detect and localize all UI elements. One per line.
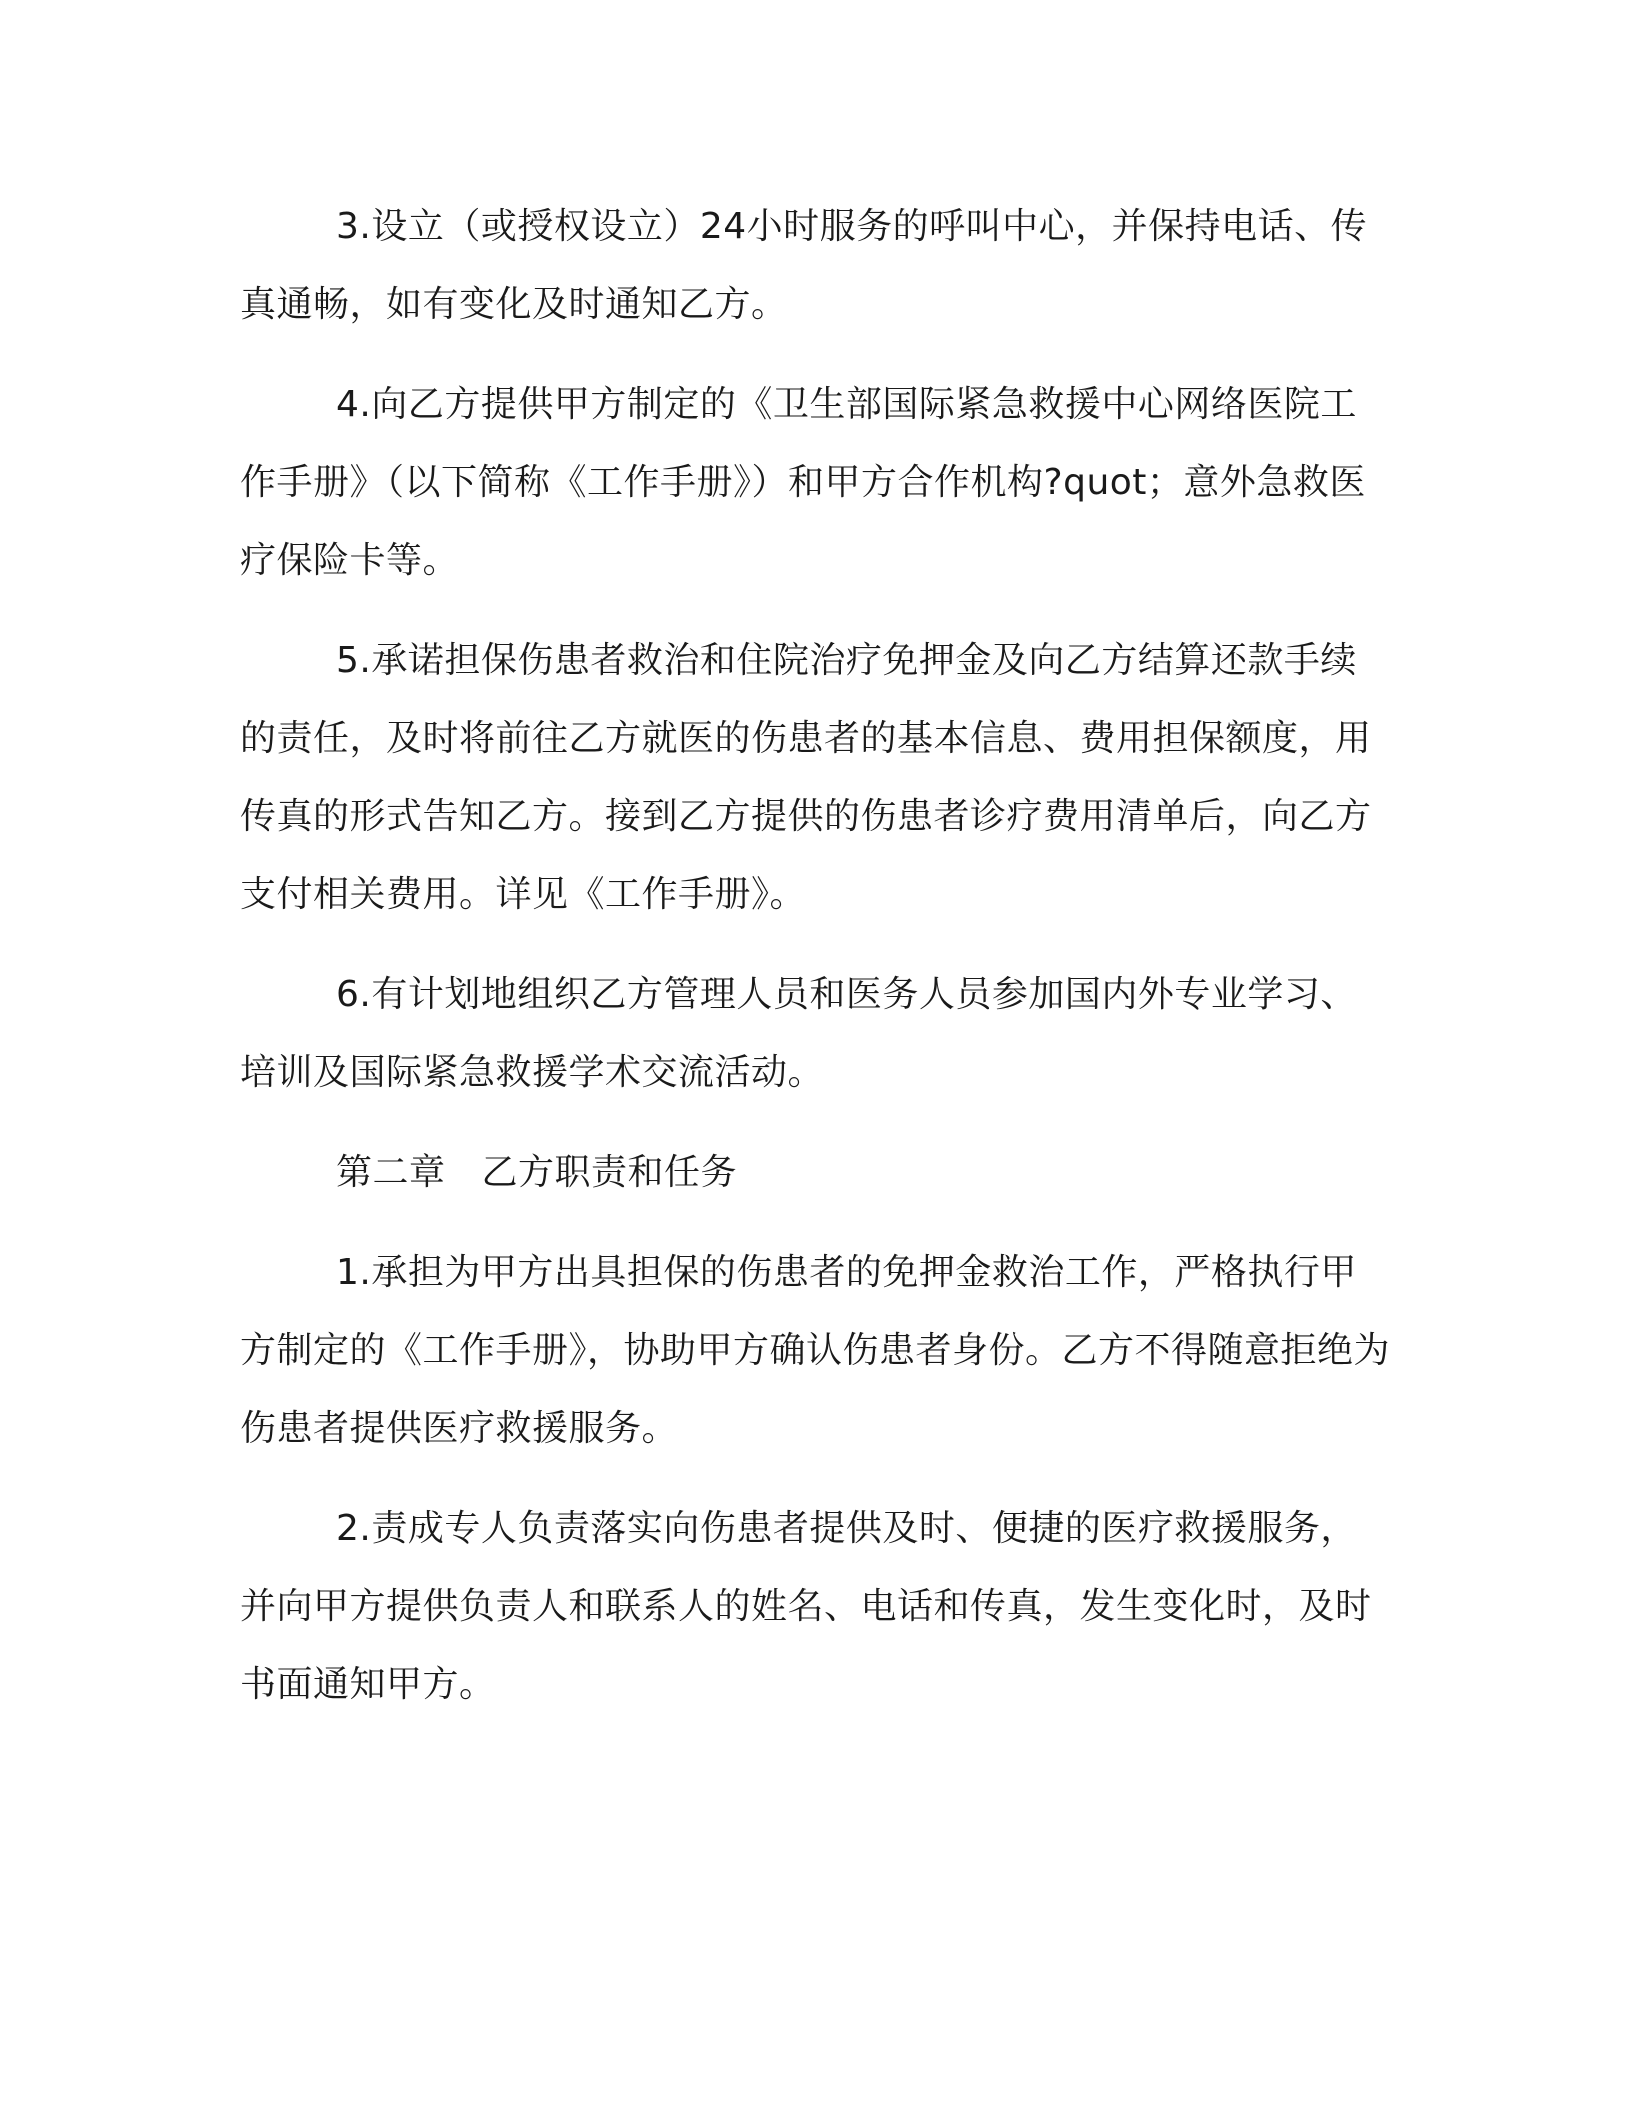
chapter-number: 第二章 (336, 1152, 446, 1193)
chapter-heading (240, 1134, 1390, 1212)
document-page (240, 188, 1390, 1746)
paragraph-item-5: 5.承诺担保伤患者救治和住院治疗免押金及向乙方结算还款手续的责任，及时将前往乙方就医的伤患者的基本信息、费用担保额度，用传真的形式告知乙方。接到乙方提供的伤患者诊疗费用清单后，向乙方支付相关费用。详见《工作手册》。 (240, 640, 1372, 915)
chapter-paragraph-2: 2.责成专人负责落实向伤患者提供及时、便捷的医疗救援服务，并向甲方提供负责人和联系人的姓名、电话和传真，发生变化时，及时书面通知甲方。 (240, 1508, 1372, 1705)
paragraph-item-3: 3.设立（或授权设立）24小时服务的呼叫中心，并保持电话、传真通畅，如有变化及时通知乙方。 (240, 206, 1368, 325)
chapter-title: 乙方职责和任务 (481, 1152, 738, 1193)
paragraph-item-6: 6.有计划地组织乙方管理人员和医务人员参加国内外专业学习、培训及国际紧急救援学术交流活动。 (240, 974, 1357, 1093)
paragraph-item-4: 4.向乙方提供甲方制定的《卫生部国际紧急救援中心网络医院工作手册》（以下简称《工作手册》）和甲方合作机构?quot；意外急救医疗保险卡等。 (240, 384, 1366, 581)
chapter-paragraph-1: 1.承担为甲方出具担保的伤患者的免押金救治工作，严格执行甲方制定的《工作手册》，协助甲方确认伤患者身份。乙方不得随意拒绝为伤患者提供医疗救援服务。 (240, 1252, 1391, 1449)
